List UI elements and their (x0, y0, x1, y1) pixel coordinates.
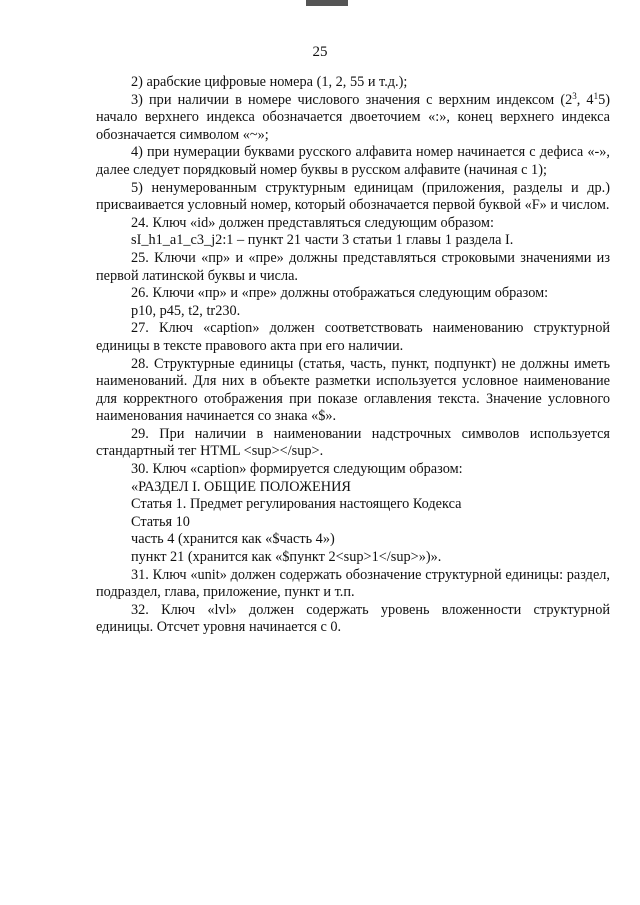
paragraph: 24. Ключ «id» должен представляться следующим образом: (131, 214, 494, 231)
paragraph: 31. Ключ «unit» должен содержать обозначение структурной единицы: раздел, подраздел, глава, приложение, пункт и т.п. (96, 566, 610, 601)
scan-artifact-mark (306, 0, 348, 6)
paragraph: 32. Ключ «lvl» должен содержать уровень вложенности структурной единицы. Отсчет уровня начинается с 0. (96, 601, 610, 636)
superscript: 1 (593, 90, 599, 101)
paragraph-text: 3) при наличии в номере числового значения с верхним индексом (2 (131, 91, 573, 108)
paragraph (96, 92, 610, 145)
paragraph-text: , 4 (576, 91, 594, 108)
paragraph: Статья 1. Предмет регулирования настоящего Кодекса (131, 496, 462, 513)
paragraph: sI_h1_a1_c3_j2:1 – пункт 21 части 3 статьи 1 главы 1 раздела I. (131, 232, 514, 249)
paragraph: 30. Ключ «caption» формируется следующим образом: (131, 461, 463, 478)
paragraph: 5) ненумерованным структурным единицам (приложения, разделы и др.) присваивается условный номер, который обозначается первой буквой «F» и числом. (96, 179, 610, 214)
paragraph: 2) арабские цифровые номера (1, 2, 55 и т.д.); (131, 74, 408, 90)
paragraph: 4) при нумерации буквами русского алфавита номер начинается с дефиса «-», далее следует порядковый номер буквы в русском алфавите (начиная с 1); (96, 144, 610, 178)
paragraph: 27. Ключ «caption» должен соответствовать наименованию структурной единицы в тексте правового акта при его наличии. (96, 320, 610, 354)
paragraph: пункт 21 (хранится как «$пункт 2<sup>1</sup>»)». (131, 549, 442, 566)
page-number: 25 (312, 44, 328, 60)
paragraph: 28. Структурные единицы (статья, часть, пункт, подпункт) не должны иметь наименований. Для них в объекте разметки используется условное наименование для корректного отображения при показе оглавления текста. Значение условного наименования начинается со знака «$». (96, 355, 610, 425)
paragraph: p10, p45, t2, tr230. (131, 302, 241, 319)
paragraph: 26. Ключи «пр» и «пре» должны отображаться следующим образом: (131, 285, 549, 302)
superscript: 3 (572, 90, 577, 101)
paragraph: 25. Ключи «пр» и «пре» должны представляться строковыми значениями из первой латинской буквы и числа. (96, 249, 610, 284)
document-body (96, 74, 610, 637)
paragraph: Статья 10 (131, 513, 190, 530)
paragraph-text: 5) начало верхнего индекса обозначается двоеточием «:», конец верхнего индекса обозначается символом «~»; (96, 91, 610, 143)
paragraph: часть 4 (хранится как «$часть 4») (131, 531, 335, 548)
paragraph: «РАЗДЕЛ I. ОБЩИЕ ПОЛОЖЕНИЯ (131, 478, 351, 495)
paragraph: 29. При наличии в наименовании надстрочных символов используется стандартный тег HTML <sup></sup>. (96, 425, 610, 460)
